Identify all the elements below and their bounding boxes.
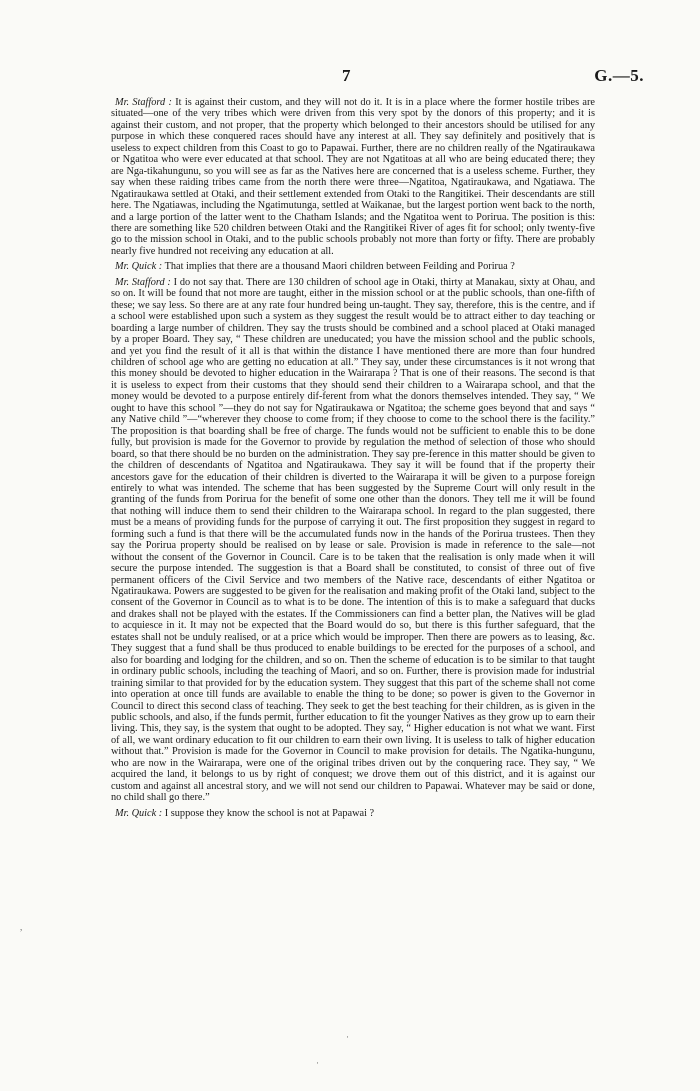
speaker-label: Mr. Stafford : xyxy=(115,97,172,108)
paragraph xyxy=(111,277,595,804)
margin-mark: , xyxy=(20,922,23,932)
speaker-label: Mr. Quick : xyxy=(115,807,163,819)
paragraph-text: I do not say that. There are 130 children of school age in Otaki, thirty at Manakau, sixty at Ohau, and so on. It will be found that not more are taught, either in the mission school or at the public schools, than one-fifth of these; we say less. So there are at any rate four hundred being un-taught. They say, therefore, this is the centre, and if a school were established upon such a system as they suggest the result would be to attract either to day teaching or boarding a large number of children. They say the trusts should be combined and a school placed at Otaki managed by a proper Board. They say, “ These children are uneducated; you have the mission school and the public schools, and yet you find the result of it all is that within the distance I have mentioned there are more than four hundred children of school age who are getting no education at all.” They say, under these circumstances is it not wrong that this money should be devoted to higher education in the Wairarapa ? That is one of their reasons. The second is that it is useless to expect from their customs that they should send their children to a Wairarapa school, and that the money would be devoted to a purpose entirely dif-ferent from what the donors themselves intended. They say, “ We ought to have this school ”—they do not say for Ngatiraukawa or Ngatitoa; the scheme goes beyond that and says “ any Native child ”—“wherever they choose to come from; if they choose to come to the school there is the facility.” The proposition is that boarding shall be free of charge. The funds would not be sufficient to enable this to be done fully, but provision is made for the Governor to provide by regulation the method of selection of those who should board, so that there should be no burden on the administration. They say pre-ference in this matter should be given to the children of descendants of Ngatitoa and Ngatiraukawa. They say it will be found that if the property their ancestors gave for the education of their children is diverted to the Wairarapa it will be given to a purpose foreign entirely to what was intended. The scheme that has been suggested by the Supreme Court will only result in the granting of the funds from Porirua for the benefit of some one other than the donors. They tell me it will be found that nothing will induce them to send their children to the Wairarapa school. In regard to the plan suggested, there must be a means of providing funds for the purpose of carrying it out. The first proposition they suggest in regard to forming such a fund is that there will be the accumulated funds now in the hands of the Porirua trustees. Then they say the Porirua property should be realised on by lease or sale. Provision is made in reference to the sale—not without the consent of the Governor in Council. Care is to be taken that the realisation is only made when it will secure the purpose intended. The suggestion is that a Board shall be constituted, to consist of three out of five permanent officers of the Civil Service and two members of the Native race, descendants of either Ngatitoa or Ngatiraukawa. Powers are suggested to be given for the realisation and making profit of the Otaki land, subject to the consent of the Governor in Council as to what is to be done. The intention of this is to make a safeguard that ducks and drakes shall not be played with the estates. If the Commissioners can find a better plan, the Natives will be glad to acquiesce in it. It may not be expected that the Board would do so, but there is this further safeguard, that the estates shall not be unduly realised, or at a price which would be improper. Then there are powers as to leasing, &c. They suggest that a fund shall be thus produced to enable buildings to be erected for the purposes of a school, and also for boarding and lodging for the children, and so on. Then the scheme of education is to be similar to that taught in ordinary public schools, including the teaching of Maori, and so on. Further, there is provision made for industrial training similar to that provided for by the education system. They suggest that this part of the scheme shall not come into operation at once till funds are available to enable the thing to be done; so power is given to the Governor in Council to direct this second class of teaching. They seek to get the best teaching for their children, as is given in the public schools, and also, if the funds permit, further education to fit the younger Natives as they grow up to earn their living. This, they say, is the system that ought to be adopted. They say, “ Higher education is not what we want. First of all, we want ordinary education to fit our children to earn their own living. It is useless to talk of higher education without that.” Provision is made for the Governor in Council to make provision for details. The Ngatika-hungunu, who are now in the Wairarapa, were one of the original tribes driven out by the conquering race. They say, “ We acquired the land, it belongs to us by right of conquest; we drove them out of this district, and it is against our custom and against all ancestral story, and we will not send our children to Papawai. Whatever may be said or done, no child shall go there.” xyxy=(111,276,595,804)
paragraph xyxy=(111,808,595,819)
stray-dot: · xyxy=(316,1058,319,1068)
document-code: G.—5. xyxy=(594,66,644,85)
paragraph-text: That implies that there are a thousand Maori children between Feilding and Porirua ? xyxy=(162,261,515,273)
speaker-label: Mr. Quick : xyxy=(115,261,163,273)
page-header xyxy=(0,66,700,86)
page-number: 7 xyxy=(342,66,351,85)
stray-dot: · xyxy=(346,1032,349,1042)
paragraph xyxy=(111,261,595,272)
paragraph-text: I suppose they know the school is not at Papawai ? xyxy=(162,807,375,819)
speaker-label: Mr. Stafford : xyxy=(115,276,171,288)
text-body xyxy=(111,97,595,823)
paragraph xyxy=(111,97,595,257)
paragraph-text: It is against their custom, and they will not do it. It is in a place where the former hostile tribes are situated—one of the very tribes which were driven from this very spot by the donors of this property; and it is against their custom, and not proper, that the property which belonged to their ancestors should be utilised for any purpose in which these conquered races should have any interest at all. They say definitely and positively that is useless to expect children from this Coast to go to Papawai. Further, there are no children really of the Ngatiraukawa or Ngatitoa who were ever educated at that school. They are not Ngatitoas at all who are being educated there; they are Nga-tikahungunu, so you will see as far as the Natives here are concerned that is a useless scheme. Further, they say when these raiding tribes came from the north there were three—Ngatitoa, Ngatiraukawa, and Ngatiawa. The Ngatiraukawa settled at Otaki, and their settlement extended from Otaki to the Rangitikei. Their descendants are still here. The Ngatiawas, including the Ngatimutunga, settled at Waikanae, but the largest portion went back to the north, and a large portion of the latter went to the Chatham Islands; and the Ngatitoa went to Porirua. The position is this: there are something like 520 children between Otaki and the Rangitikei River of ages fit for school; only twenty-five go to the mission school in Otaki, and to the public schools probably not more than forty or fifty. There are probably nearly five hundred not receiving any education at all. xyxy=(111,97,595,257)
